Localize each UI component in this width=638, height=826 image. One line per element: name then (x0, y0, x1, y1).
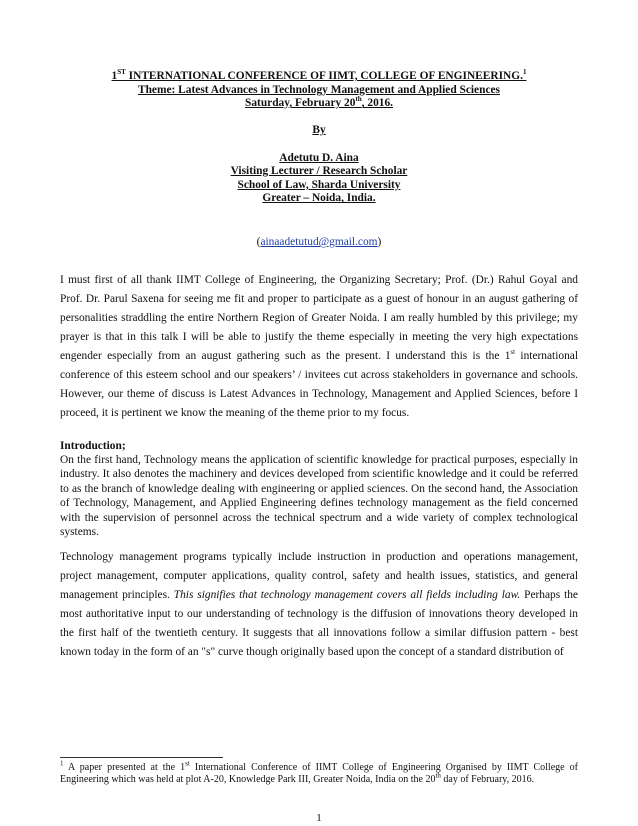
introduction-paragraph: On the first hand, Technology means the application of scientific knowledge for practical purposes, especially in industry. It also denotes the machinery and devices developed from scientific knowledge and it could be referred to as the branch of knowledge dealing with engineering or applied sciences. On the second hand, the Association of Technology, Management, and Applied Engineering defines technology management as the field concerned with the supervision of personnel across the technical spectrum and a wide variety of complex technological systems. (60, 454, 578, 539)
author-email-line: (ainaadetutud@gmail.com) (256, 236, 382, 248)
italic-emphasis: This signifies that technology management covers all fields including law. (173, 589, 521, 602)
conference-date (60, 97, 578, 111)
title-number: 1 (111, 70, 118, 82)
title-footnote-marker: 1 (522, 68, 527, 77)
conference-title (60, 70, 578, 84)
title-text: INTERNATIONAL CONFERENCE OF IIMT, COLLEGE OF ENGINEERING. (125, 70, 523, 82)
conference-theme: Theme: Latest Advances in Technology Management and Applied Sciences (138, 83, 500, 96)
author-location: Greater – Noida, India. (262, 192, 376, 205)
introduction-heading: Introduction; (60, 440, 126, 452)
author-role: Visiting Lecturer / Research Scholar (230, 165, 408, 178)
date-text: Saturday, February 20 (245, 97, 356, 110)
technology-management-paragraph: Technology management programs typically include instruction in production and operations management, project management, computer applications, quality control, safety and health issues, statistics, and general management principles. This signifies that technology management covers all fields including law. Perhaps the most authoritative input to our understanding of technology is the diffusion of innovations theory developed in the first half of the twentieth century. It suggests that all innovations follow a similar diffusion pattern - best known today in the form of an "s" curve though originally based upon the concept of a standard distribution of (60, 551, 578, 659)
footnote-divider (60, 757, 223, 758)
paper-header (60, 70, 578, 206)
opening-paragraph: I must first of all thank IIMT College of Engineering, the Organizing Secretary; Prof. (Dr.) Rahul Goyal and Prof. Dr. Parul Saxena for seeing me fit and proper to participate as a guest of honour in an august gathering of personalities straddling the entire Northern Region of Greater Noida. I am really humbled by this privilege; my prayer is that in this talk I will be able to justify the theme especially in meeting the very high expectations engender especially from an august gathering such as the present. I understand this is the 1st international conference of this esteem school and our speakers’ / invitees cut across stakeholders in governance and schools. However, our theme of discuss is Latest Advances in Technology, Management and Applied Sciences, before I proceed, it is pertinent we know the meaning of the theme prior to my focus. (60, 274, 578, 419)
by-line: By (312, 124, 326, 137)
page-number: 1 (316, 812, 322, 824)
footnote-marker: 1 (60, 759, 64, 768)
footnote: $^1$ A paper presented at the 1st International Conference of IIMT College of Engineering Organised by IIMT College of Engineering which was held at plot A-20, Knowledge Park III, Greater Noida, India on the 20th day of February, 2016. (60, 759, 578, 785)
paper-body (60, 271, 578, 662)
title-ordinal: ST (117, 68, 126, 77)
author-email-link[interactable]: ainaadetutud@gmail.com (260, 236, 378, 248)
author-school: School of Law, Sharda University (237, 178, 401, 191)
date-ordinal: th (355, 95, 362, 104)
author-name: Adetutu D. Aina (279, 151, 359, 164)
date-year: , 2016. (361, 97, 393, 110)
